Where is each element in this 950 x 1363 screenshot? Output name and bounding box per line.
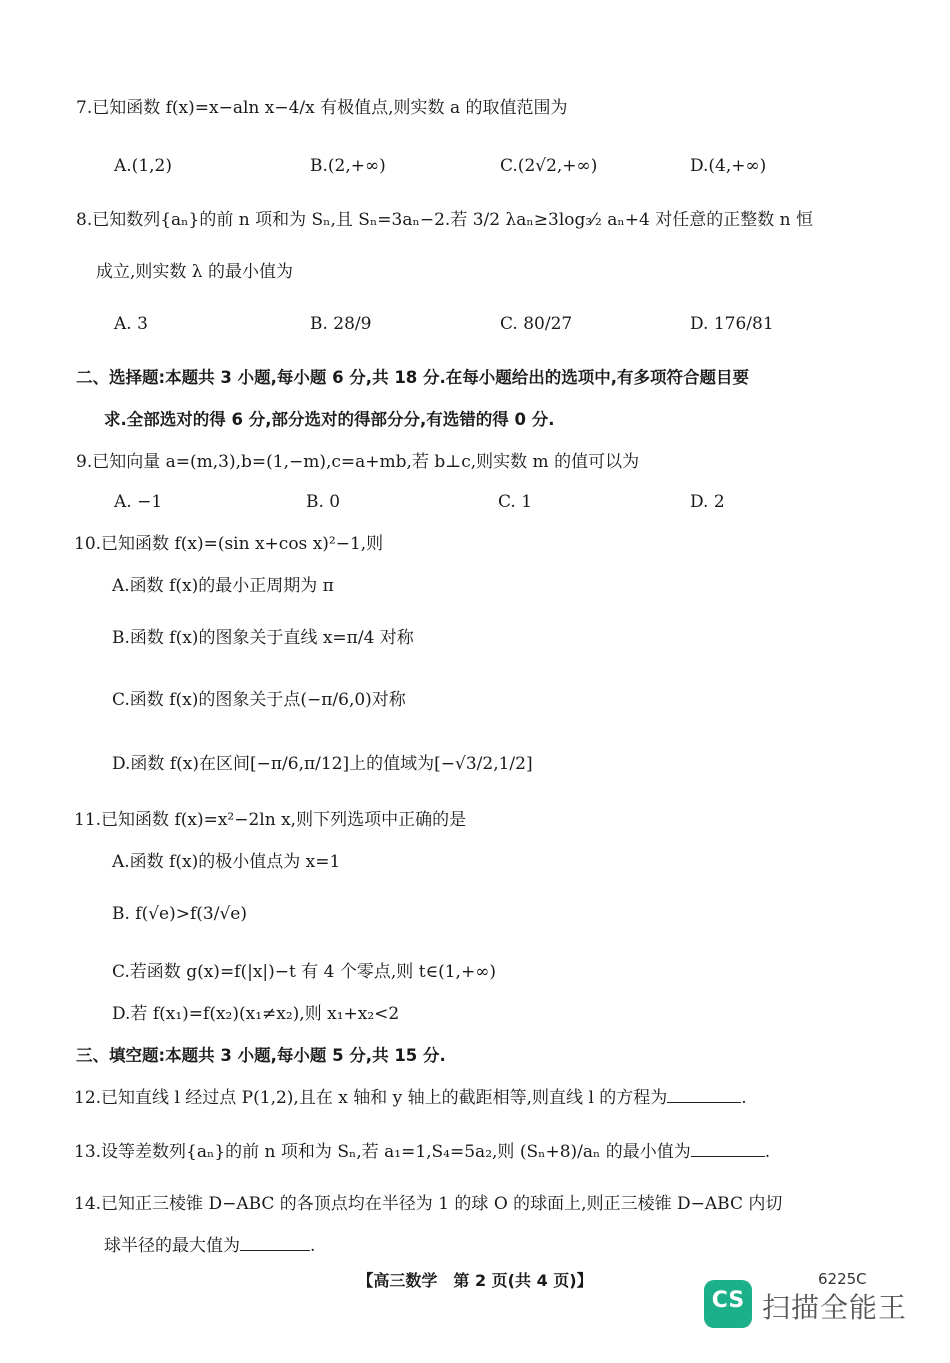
q11-option-c: C.若函数 g(x)=f(|x|)−t 有 4 个零点,则 t∈(1,+∞) (112, 962, 497, 982)
camscanner-logo-icon (704, 1280, 752, 1328)
period: . (741, 1088, 747, 1108)
q11-option-b: B. f(√e)>f(3/√e) (112, 904, 247, 924)
answer-blank (691, 1140, 765, 1157)
question-7: 7.已知函数 f(x)=x−aln x−4/x 有极值点,则实数 a 的取值范围为 (76, 98, 568, 118)
q11-option-d: D.若 f(x₁)=f(x₂)(x₁≠x₂),则 x₁+x₂<2 (112, 1004, 400, 1024)
question-12 (74, 1086, 747, 1110)
question-9: 9.已知向量 a=(m,3),b=(1,−m),c=a+mb,若 b⊥c,则实数 m 的值可以为 (76, 452, 640, 472)
question-12-text: 12.已知直线 l 经过点 P(1,2),且在 x 轴和 y 轴上的截距相等,则直线 l 的方程为 (74, 1088, 668, 1108)
q9-option-a: A. −1 (114, 492, 163, 512)
section-2-heading: 二、选择题:本题共 3 小题,每小题 6 分,共 18 分.在每小题给出的选项中,有多项符合题目要 (76, 368, 750, 387)
question-10: 10.已知函数 f(x)=(sin x+cos x)²−1,则 (74, 534, 384, 554)
q7-option-a: A.(1,2) (114, 156, 172, 176)
q10-option-c: C.函数 f(x)的图象关于点(−π/6,0)对称 (112, 690, 406, 710)
q8-option-c: C. 80/27 (500, 314, 573, 334)
paper-code: 6225C (818, 1270, 867, 1288)
camscanner-watermark: 扫描全能王 (762, 1291, 908, 1324)
section-3-heading: 三、填空题:本题共 3 小题,每小题 5 分,共 15 分. (76, 1046, 446, 1065)
question-8-line2: 成立,则实数 λ 的最小值为 (96, 262, 293, 282)
q8-option-d: D. 176/81 (690, 314, 774, 334)
period: . (764, 1142, 771, 1162)
q10-option-a: A.函数 f(x)的最小正周期为 π (112, 576, 334, 596)
q7-option-d: D.(4,+∞) (690, 156, 767, 176)
q8-option-a: A. 3 (114, 314, 148, 334)
q8-option-b: B. 28/9 (310, 314, 372, 334)
q7-option-b: B.(2,+∞) (310, 156, 386, 176)
q9-option-b: B. 0 (306, 492, 341, 512)
answer-blank (667, 1086, 741, 1103)
question-14-line2 (104, 1234, 315, 1258)
q7-option-c: C.(2√2,+∞) (500, 156, 598, 176)
q9-option-d: D. 2 (690, 492, 725, 512)
q9-option-c: C. 1 (498, 492, 533, 512)
q10-option-b: B.函数 f(x)的图象关于直线 x=π/4 对称 (112, 628, 414, 648)
question-13-text: 13.设等差数列{aₙ}的前 n 项和为 Sₙ,若 a₁=1,S₄=5a₂,则 (Sₙ+8)/aₙ 的最小值为 (74, 1142, 691, 1162)
camscanner-logo-text: CS (711, 1288, 745, 1313)
question-11: 11.已知函数 f(x)=x²−2ln x,则下列选项中正确的是 (74, 810, 467, 830)
section-2-instructions: 求.全部选对的得 6 分,部分选对的得部分分,有选错的得 0 分. (104, 410, 555, 429)
question-14-text: 球半径的最大值为 (104, 1236, 240, 1256)
page-footer: 【高三数学 第 2 页(共 4 页)】 (357, 1271, 593, 1290)
answer-blank (240, 1234, 310, 1251)
q10-option-d: D.函数 f(x)在区间[−π/6,π/12]上的值域为[−√3/2,1/2] (112, 754, 533, 774)
question-13 (74, 1140, 770, 1164)
question-14-line1: 14.已知正三棱锥 D−ABC 的各顶点均在半径为 1 的球 O 的球面上,则正三棱锥 D−ABC 内切 (74, 1194, 783, 1214)
q11-option-a: A.函数 f(x)的极小值点为 x=1 (112, 852, 341, 872)
question-8-line1: 8.已知数列{aₙ}的前 n 项和为 Sₙ,且 Sₙ=3aₙ−2.若 3/2 λaₙ≥3log₃⁄₂ aₙ+4 对任意的正整数 n 恒 (76, 210, 813, 230)
period: . (310, 1236, 316, 1256)
